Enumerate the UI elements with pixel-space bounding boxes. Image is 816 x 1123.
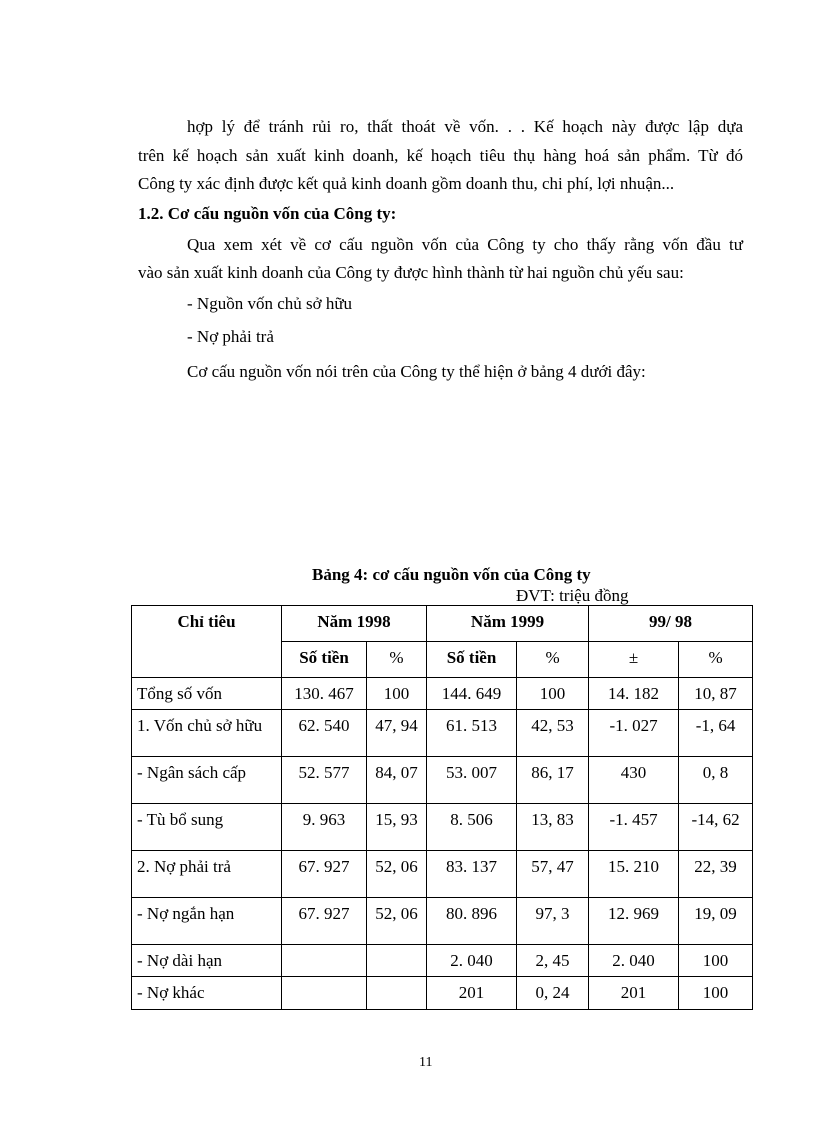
row-label: - Tù bổ sung (132, 804, 282, 851)
table-caption: Bảng 4: cơ cấu nguồn vốn của Công ty (312, 565, 591, 584)
paragraph-line: trên kế hoạch sản xuất kinh doanh, kế hoạch tiêu thụ hàng hoá sản phẩm. Từ đó (138, 146, 743, 165)
cell-diff: -1. 027 (589, 710, 679, 757)
row-label: - Ngân sách cấp (132, 757, 282, 804)
table-row (132, 757, 753, 804)
cell-amount-1998: 67. 927 (282, 851, 367, 898)
cell-amount-1999: 80. 896 (427, 898, 517, 945)
capital-structure-table (131, 605, 753, 1010)
cell-amount-1999: 2. 040 (427, 945, 517, 977)
cell-percent-diff: 0, 8 (679, 757, 753, 804)
cell-amount-1999: 53. 007 (427, 757, 517, 804)
cell-amount-1999: 83. 137 (427, 851, 517, 898)
cell-percent-diff: 100 (679, 977, 753, 1010)
paragraph-line: Cơ cấu nguồn vốn nói trên của Công ty thể hiện ở bảng 4 dưới đây: (187, 362, 646, 381)
header-year-1999: Năm 1999 (427, 606, 589, 642)
cell-percent-diff: 22, 39 (679, 851, 753, 898)
header-comparison: 99/ 98 (589, 606, 753, 642)
cell-percent-1999: 86, 17 (517, 757, 589, 804)
cell-amount-1998: 130. 467 (282, 678, 367, 710)
header-year-1998: Năm 1998 (282, 606, 427, 642)
cell-amount-1998: 67. 927 (282, 898, 367, 945)
subheader-amount: Số tiền (282, 642, 367, 678)
table-unit: ĐVT: triệu đồng (516, 586, 629, 605)
table-row (132, 710, 753, 757)
cell-percent-diff: -14, 62 (679, 804, 753, 851)
table-row (132, 678, 753, 710)
row-label: - Nợ ngắn hạn (132, 898, 282, 945)
cell-amount-1999: 8. 506 (427, 804, 517, 851)
table-row (132, 898, 753, 945)
cell-diff: 201 (589, 977, 679, 1010)
row-label: - Nợ khác (132, 977, 282, 1010)
cell-percent-1998 (367, 945, 427, 977)
cell-percent-1999: 13, 83 (517, 804, 589, 851)
row-label: - Nợ dài hạn (132, 945, 282, 977)
subheader-percent: % (679, 642, 753, 678)
cell-diff: 430 (589, 757, 679, 804)
cell-percent-1999: 42, 53 (517, 710, 589, 757)
cell-amount-1998: 62. 540 (282, 710, 367, 757)
subheader-percent: % (517, 642, 589, 678)
cell-percent-diff: 19, 09 (679, 898, 753, 945)
paragraph-line: hợp lý để tránh rủi ro, thất thoát về vốn. . . Kế hoạch này được lập dựa (187, 117, 743, 136)
row-label: 1. Vốn chủ sở hữu (132, 710, 282, 757)
cell-percent-1999: 57, 47 (517, 851, 589, 898)
header-indicator: Chỉ tiêu (132, 606, 282, 678)
row-label: 2. Nợ phải trả (132, 851, 282, 898)
cell-percent-diff: 100 (679, 945, 753, 977)
table-row (132, 851, 753, 898)
table-row (132, 945, 753, 977)
cell-percent-1998: 100 (367, 678, 427, 710)
cell-percent-1998: 52, 06 (367, 851, 427, 898)
cell-percent-1998: 47, 94 (367, 710, 427, 757)
cell-amount-1998: 52. 577 (282, 757, 367, 804)
subheader-amount: Số tiền (427, 642, 517, 678)
bullet-item: - Nợ phải trả (187, 327, 274, 346)
cell-percent-1999: 97, 3 (517, 898, 589, 945)
cell-amount-1999: 144. 649 (427, 678, 517, 710)
paragraph-line: Qua xem xét về cơ cấu nguồn vốn của Công ty cho thấy rằng vốn đầu tư (187, 235, 743, 254)
cell-amount-1999: 201 (427, 977, 517, 1010)
bullet-item: - Nguồn vốn chủ sở hữu (187, 294, 353, 313)
cell-diff: 2. 040 (589, 945, 679, 977)
cell-amount-1998 (282, 977, 367, 1010)
subheader-percent: % (367, 642, 427, 678)
row-label: Tổng số vốn (132, 678, 282, 710)
subheader-plusminus: ± (589, 642, 679, 678)
cell-amount-1998 (282, 945, 367, 977)
cell-percent-1999: 0, 24 (517, 977, 589, 1010)
cell-percent-1998: 84, 07 (367, 757, 427, 804)
header-row (132, 606, 753, 642)
cell-amount-1999: 61. 513 (427, 710, 517, 757)
cell-diff: 14. 182 (589, 678, 679, 710)
cell-percent-1999: 2, 45 (517, 945, 589, 977)
cell-diff: -1. 457 (589, 804, 679, 851)
section-heading: 1.2. Cơ cấu nguồn vốn của Công ty: (138, 204, 397, 223)
cell-percent-diff: -1, 64 (679, 710, 753, 757)
page-number: 11 (419, 1055, 433, 1070)
table-row (132, 804, 753, 851)
cell-diff: 12. 969 (589, 898, 679, 945)
table-row (132, 977, 753, 1010)
cell-percent-1998: 15, 93 (367, 804, 427, 851)
cell-percent-diff: 10, 87 (679, 678, 753, 710)
cell-diff: 15. 210 (589, 851, 679, 898)
paragraph-line: Công ty xác định được kết quả kinh doanh gồm doanh thu, chi phí, lợi nhuận... (138, 174, 675, 193)
paragraph-line: vào sản xuất kinh doanh của Công ty được hình thành từ hai nguồn chủ yếu sau: (138, 263, 684, 282)
cell-amount-1998: 9. 963 (282, 804, 367, 851)
cell-percent-1998: 52, 06 (367, 898, 427, 945)
cell-percent-1998 (367, 977, 427, 1010)
cell-percent-1999: 100 (517, 678, 589, 710)
